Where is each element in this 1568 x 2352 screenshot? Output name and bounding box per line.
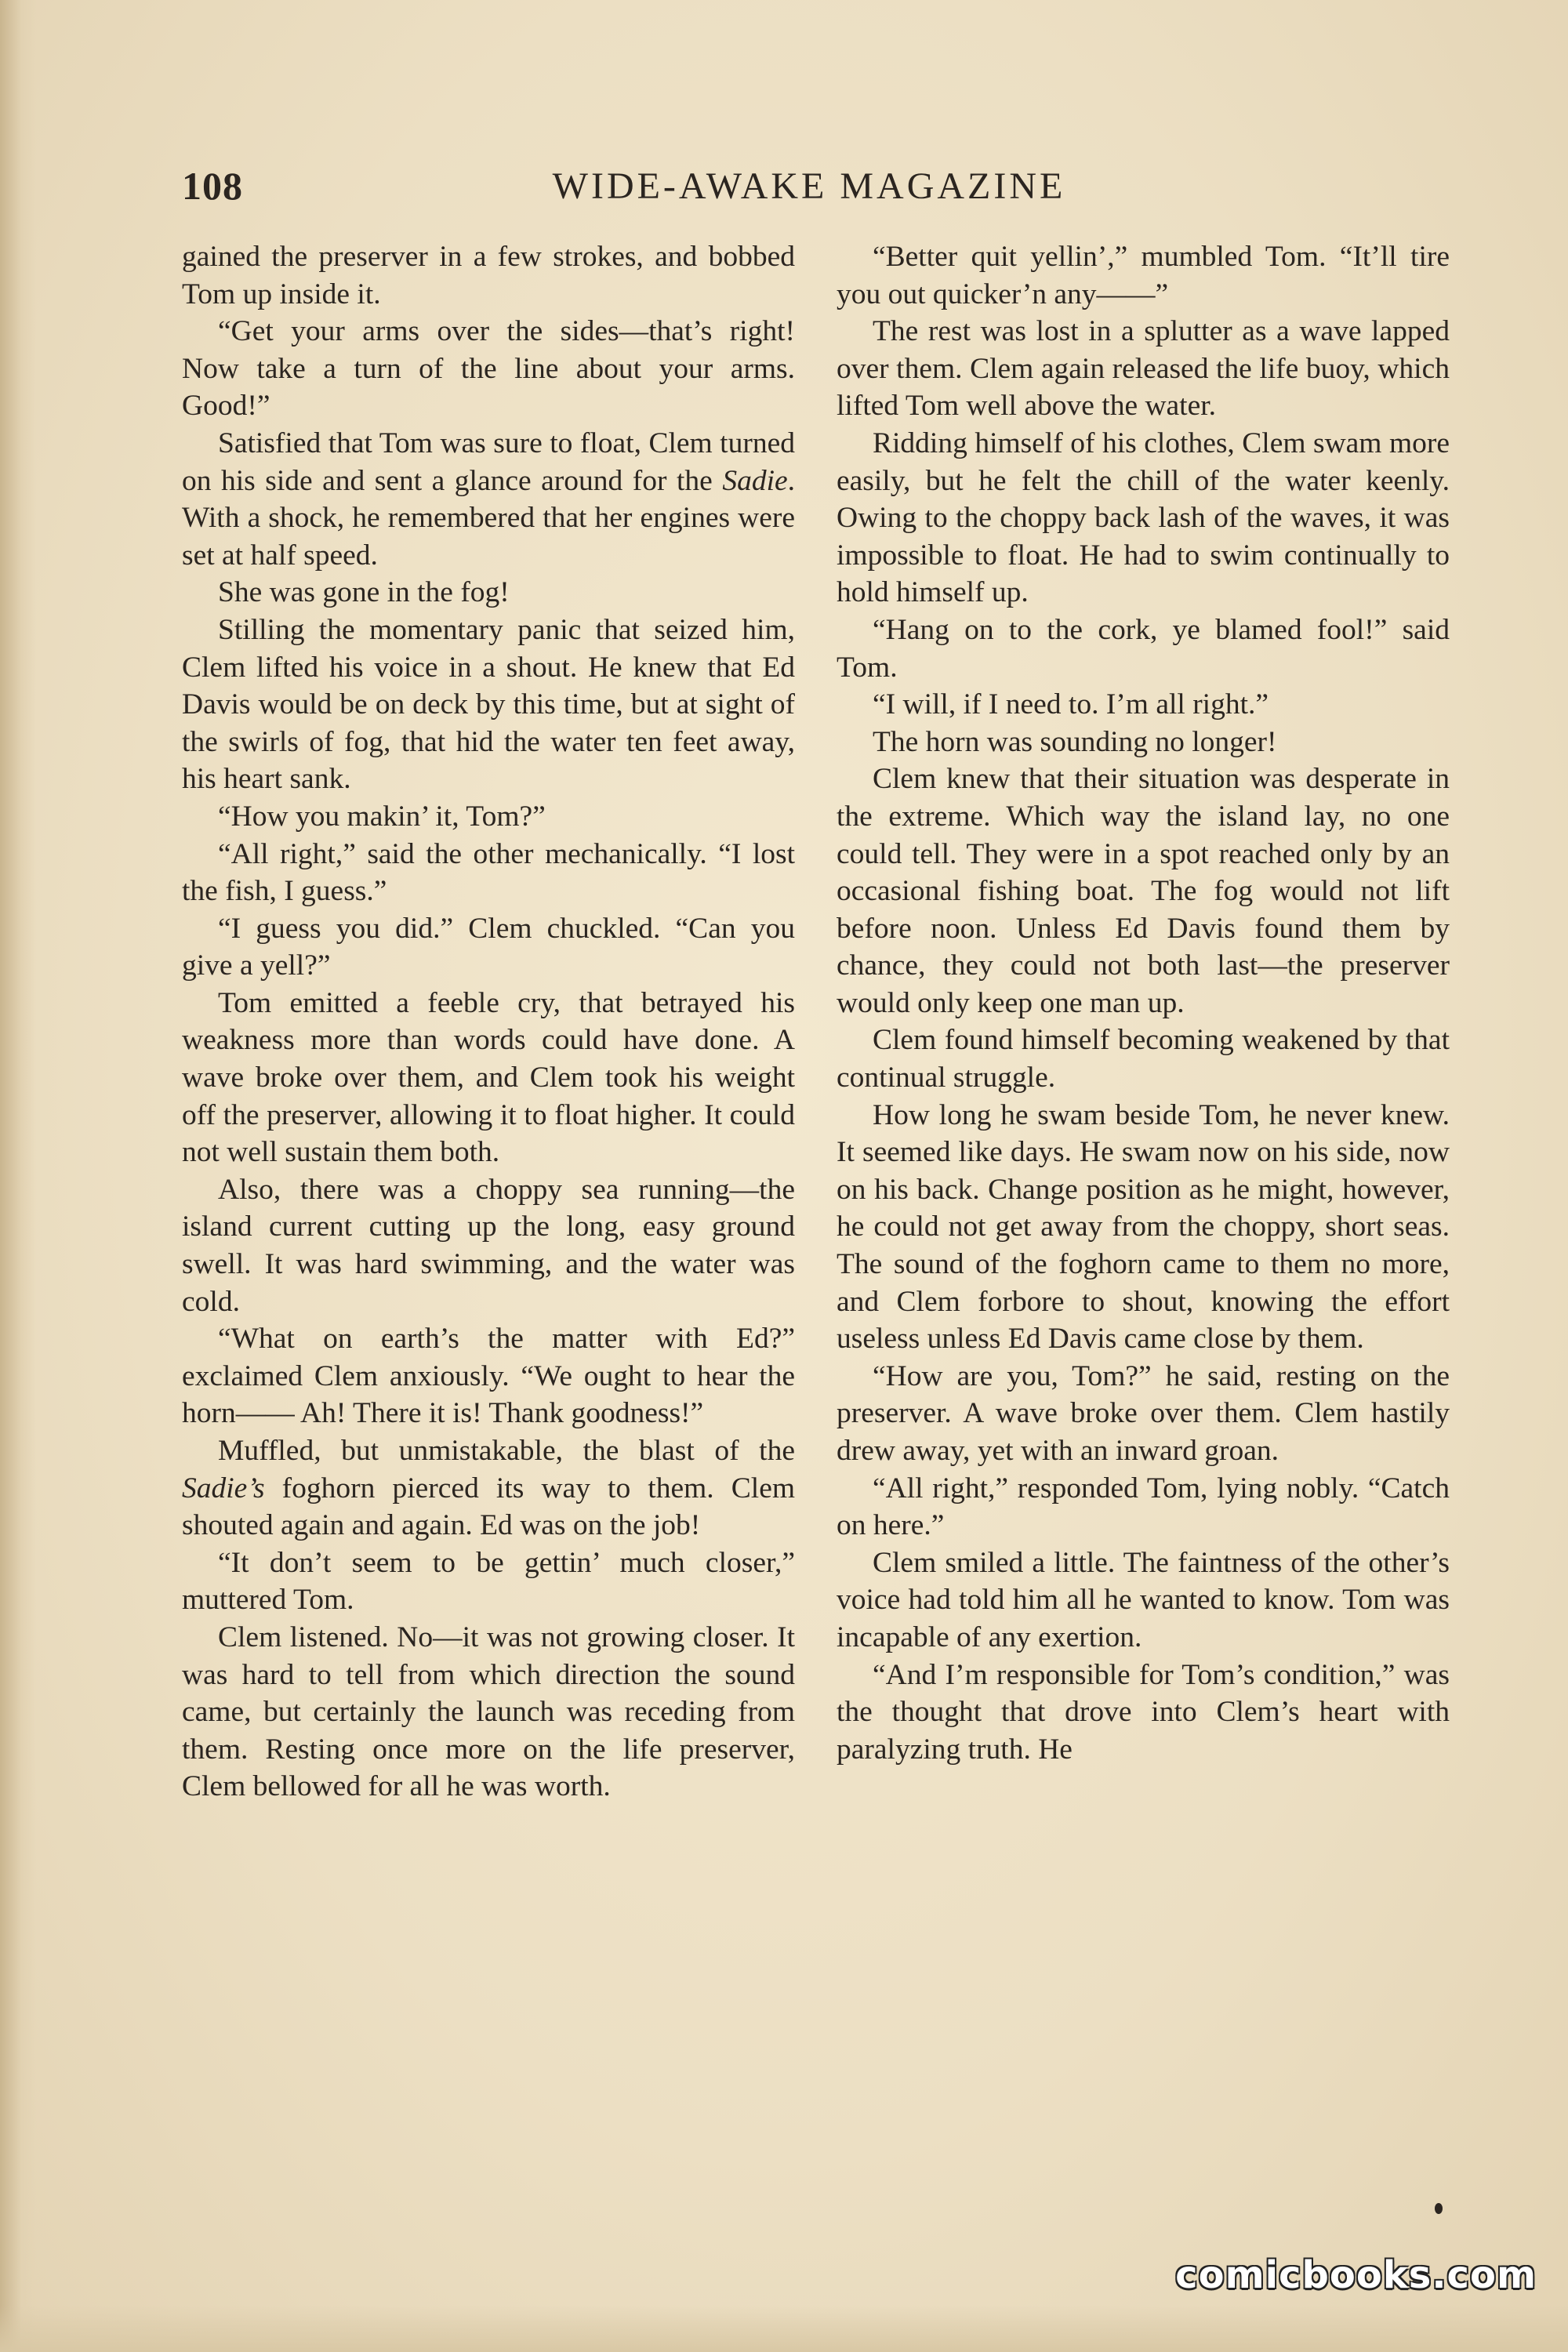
page-header [182, 163, 1436, 218]
page-gutter-shadow [0, 0, 36, 2352]
boat-name: Sadie’s [182, 1472, 265, 1504]
left-column [182, 238, 795, 1806]
paragraph: “It don’t seem to be gettin’ much closer,” muttered Tom. [182, 1546, 795, 1617]
paragraph: “I will, if I need to. I’m all right.” [873, 688, 1269, 721]
paragraph [182, 1432, 795, 1544]
paragraph: The horn was sounding no longer! [873, 725, 1277, 758]
right-column [837, 238, 1450, 1768]
boat-name: Sadie [722, 464, 788, 497]
text-run: . With a shock, he remembered that her engines were set at half speed. [182, 464, 796, 572]
paragraph: Tom emitted a feeble cry, that betrayed his weakness more than words could have done. A wave broke over them, and Clem took his weight off the preserver, allowing it to float higher. It could not well sustain them both. [182, 986, 795, 1169]
paragraph: “And I’m responsible for Tom’s condition,” was the thought that drove into Clem’s heart with paralyzing truth. He [837, 1658, 1450, 1766]
page-bottom-edge [0, 2305, 1568, 2352]
paragraph [182, 425, 795, 574]
paragraph: Ridding himself of his clothes, Clem swam more easily, but he felt the chill of the water keenly. Owing to the choppy back lash of the waves, it was impossible to float. He had to swim continually to hold himself up. [837, 426, 1450, 609]
paragraph: “How are you, Tom?” he said, resting on the preserver. A wave broke over them. Clem hastily drew away, yet with an inward groan. [837, 1359, 1450, 1467]
paragraph: “Better quit yellin’,” mumbled Tom. “It’ll tire you out quicker’n any——” [837, 241, 1450, 310]
paragraph: Also, there was a choppy sea running—the island current cutting up the long, easy ground swell. It was hard swimming, and the water was cold. [182, 1173, 795, 1318]
page-number: 108 [182, 164, 243, 208]
running-head: WIDE-AWAKE MAGAZINE [552, 165, 1066, 207]
paragraph: The rest was lost in a splutter as a wave lapped over them. Clem again released the life buoy, which lifted Tom well above the water. [837, 315, 1450, 423]
text-run: Muffled, but unmistakable, the blast of the [218, 1435, 795, 1467]
paragraph: “I guess you did.” Clem chuckled. “Can you give a yell?” [182, 912, 795, 982]
paragraph: “Hang on to the cork, ye blamed fool!” said Tom. [837, 613, 1450, 684]
paragraph: Clem listened. No—it was not growing closer. It was hard to tell from which direction the sound came, but certainly the launch was receding from them. Resting once more on the life preserver, Clem bellowed for all he was worth. [182, 1621, 795, 1803]
paragraph: “What on earth’s the matter with Ed?” exclaimed Clem anxiously. “We ought to hear the horn—— Ah! There it is! Thank goodness!” [182, 1323, 795, 1430]
watermark: comicbooks.com [1175, 2253, 1537, 2297]
text-run: Satisfied that Tom was sure to float, Clem turned on his side and sent a glance around for the [182, 426, 795, 497]
text-run: foghorn pierced its way to them. Clem shouted again and again. Ed was on the job! [182, 1472, 796, 1542]
paragraph: Stilling the momentary panic that seized him, Clem lifted his voice in a shout. He knew that Ed Davis would be on deck by this time, but at sight of the swirls of fog, that hid the water ten feet away, his heart sank. [182, 613, 795, 796]
paragraph: “How you makin’ it, Tom?” [218, 800, 546, 833]
paragraph: How long he swam beside Tom, he never knew. It seemed like days. He swam now on his side, now on his back. Change position as he might, however, he could not get away from the choppy, short seas. The sound of the foghorn came to them no more, and Clem forbore to shout, knowing the effort useless unless Ed Davis came close by them. [837, 1098, 1450, 1356]
paragraph: Clem knew that their situation was desperate in the extreme. Which way the island lay, no one could tell. They were in a spot reached only by an occasional fishing boat. The fog would not lift before noon. Unless Ed Davis found them by chance, they could not both last—the preserver would only keep one man up. [837, 763, 1450, 1019]
paragraph: Clem smiled a little. The faintness of the other’s voice had told him all he wanted to know. Tom was incapable of any exertion. [837, 1546, 1450, 1653]
paragraph: gained the preserver in a few strokes, and bobbed Tom up inside it. [182, 241, 795, 310]
paragraph: “Get your arms over the sides—that’s right! Now take a turn of the line about your arms. Good!” [182, 315, 795, 423]
ink-spot [1435, 2203, 1443, 2214]
paragraph: Clem found himself becoming weakened by that continual struggle. [837, 1024, 1450, 1094]
paragraph: “All right,” said the other mechanically. “I lost the fish, I guess.” [182, 837, 795, 908]
paragraph: “All right,” responded Tom, lying nobly. “Catch on here.” [837, 1472, 1450, 1542]
paragraph: She was gone in the fog! [218, 576, 510, 609]
